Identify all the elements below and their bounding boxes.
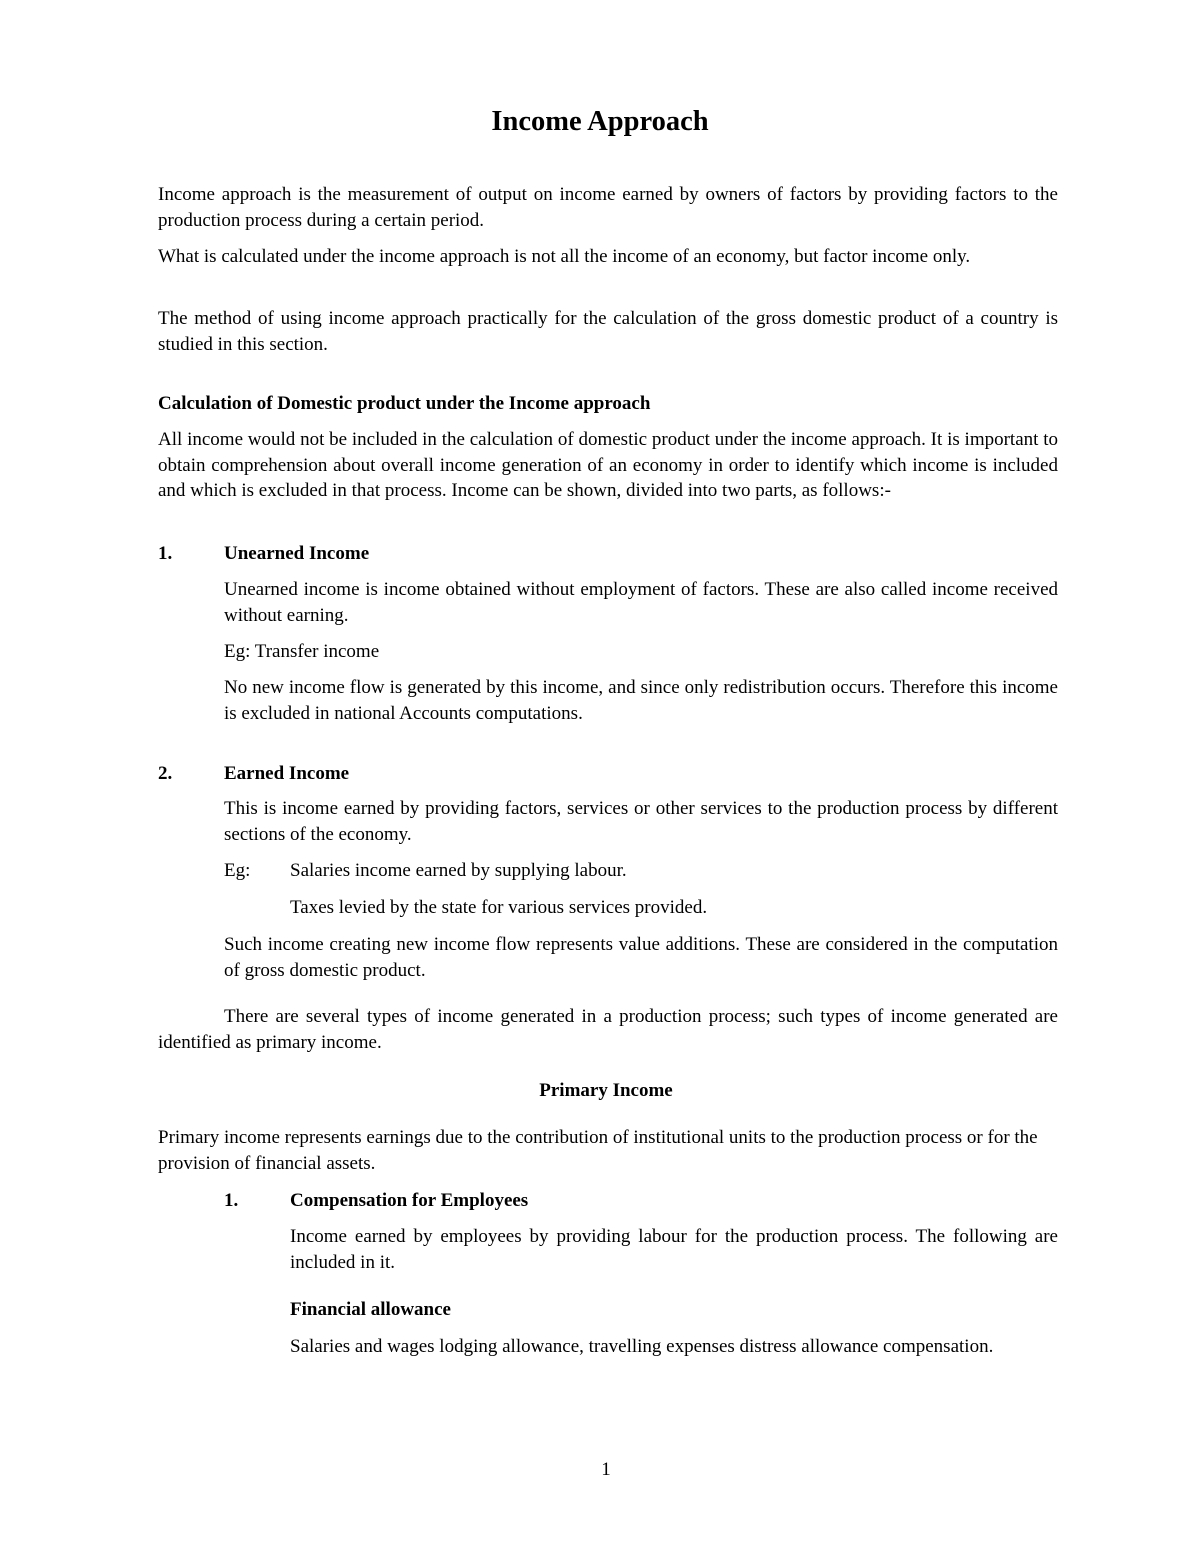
primary-item-number: 1. bbox=[224, 1190, 239, 1211]
financial-allowance-heading: Financial allowance bbox=[290, 1299, 451, 1320]
calculation-paragraph: All income would not be included in the calculation of domestic product under the income approach. It is important to obtain comprehension about overall income generation of an economy in order to identify which income is included and which is excluded in that process. Income can be shown, divided into two parts, as follows:- bbox=[158, 429, 1058, 501]
intro-paragraph-2: What is calculated under the income approach is not all the income of an economy, but factor income only. bbox=[158, 246, 971, 267]
unearned-number: 1. bbox=[158, 543, 173, 564]
page-number: 1 bbox=[601, 1459, 611, 1480]
primary-item-heading: Compensation for Employees bbox=[290, 1190, 529, 1211]
primary-paragraph: Primary income represents earnings due to the contribution of institutional units to the production process or for the provision of financial assets. bbox=[158, 1127, 1038, 1174]
earned-example-2: Taxes levied by the state for various services provided. bbox=[290, 897, 708, 918]
primary-item-text: Income earned by employees by providing labour for the production process. The following are included in it. bbox=[290, 1226, 1058, 1273]
primary-heading: Primary Income bbox=[539, 1080, 673, 1101]
financial-allowance-text: Salaries and wages lodging allowance, travelling expenses distress allowance compensation. bbox=[290, 1336, 994, 1357]
earned-example-1: Salaries income earned by supplying labour. bbox=[290, 860, 627, 881]
page-title: Income Approach bbox=[491, 106, 709, 137]
earned-heading: Earned Income bbox=[224, 763, 350, 784]
intro-paragraph-1: Income approach is the measurement of output on income earned by owners of factors by providing factors to the production process during a certain period. bbox=[158, 184, 1058, 231]
unearned-note: No new income flow is generated by this income, and since only redistribution occurs. Therefore this income is excluded in national Accounts computations. bbox=[224, 677, 1058, 724]
unearned-example: Eg: Transfer income bbox=[224, 641, 380, 662]
unearned-definition: Unearned income is income obtained without employment of factors. These are also called income received without earning. bbox=[224, 579, 1058, 626]
types-paragraph: There are several types of income generated in a production process; such types of income generated are identified as primary income. bbox=[158, 1006, 1058, 1053]
earned-number: 2. bbox=[158, 763, 173, 784]
earned-definition: This is income earned by providing factors, services or other services to the production process by different sections of the economy. bbox=[224, 798, 1058, 845]
unearned-heading: Unearned Income bbox=[224, 543, 370, 564]
calculation-heading: Calculation of Domestic product under the Income approach bbox=[158, 393, 651, 414]
earned-eg-label: Eg: bbox=[224, 860, 251, 881]
earned-note: Such income creating new income flow represents value additions. These are considered in the computation of gross domestic product. bbox=[224, 934, 1058, 981]
intro-paragraph-3: The method of using income approach practically for the calculation of the gross domestic product of a country is studied in this section. bbox=[158, 308, 1058, 355]
